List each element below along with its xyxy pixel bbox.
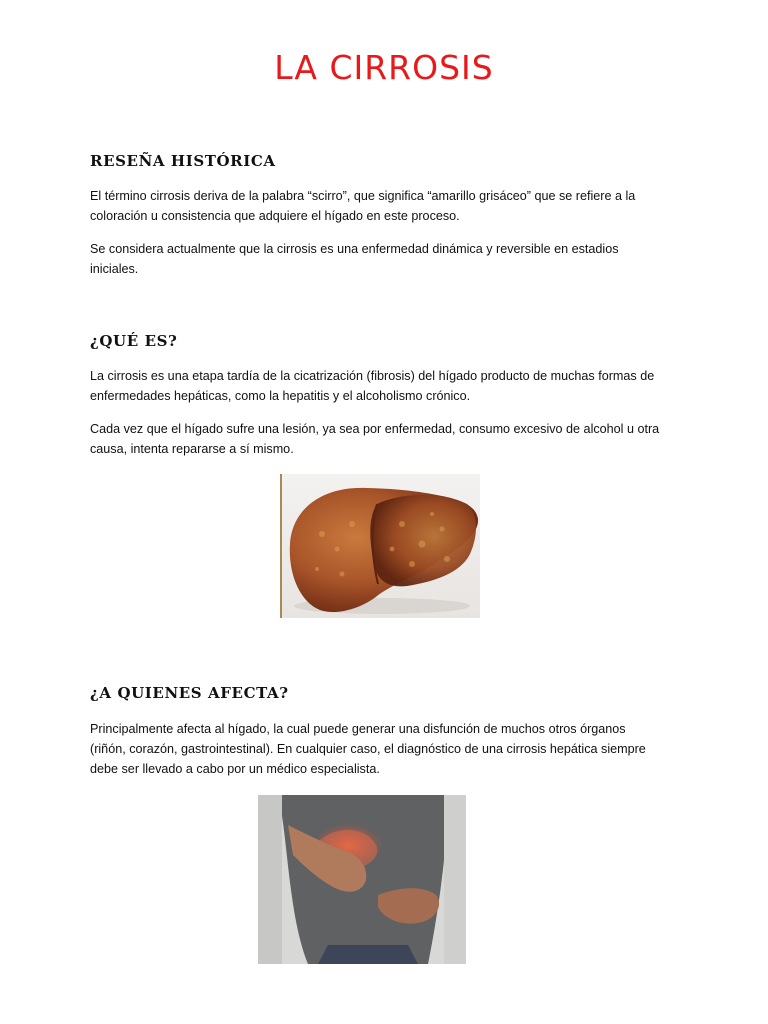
- section-paragraph: Principalmente afecta al hígado, la cual puede generar una disfunción de muchos otros órganos (riñón, corazón, gastrointestinal). En cualquier caso, el diagnóstico de una cirrosis hepática siempre debe ser llevado a cabo por un médico especialista.: [90, 722, 646, 776]
- section-paragraph: Se considera actualmente que la cirrosis es una enfermedad dinámica y reversible en estadios iniciales.: [90, 242, 619, 276]
- section-heading-resena: RESEÑA HISTÓRICA: [90, 152, 276, 170]
- abdominal-pain-image: [258, 795, 466, 964]
- liver-image: [280, 474, 480, 618]
- section-heading-que-es: ¿QUÉ ES?: [90, 332, 178, 350]
- person-illustration: [258, 795, 466, 964]
- section-paragraph: El término cirrosis deriva de la palabra “scirro”, que significa “amarillo grisáceo” que se refiere a la coloración u consistencia que adquiere el hígado en este proceso.: [90, 189, 636, 223]
- page-title: LA CIRROSIS: [274, 48, 494, 87]
- section-paragraph: La cirrosis es una etapa tardía de la cicatrización (fibrosis) del hígado producto de muchas formas de enfermedades hepáticas, como la hepatitis y el alcoholismo crónico.: [90, 369, 655, 403]
- liver-illustration: [282, 474, 480, 618]
- section-heading-a-quienes-afecta: ¿A QUIENES AFECTA?: [90, 684, 289, 702]
- section-paragraph: Cada vez que el hígado sufre una lesión, ya sea por enfermedad, consumo excesivo de alcohol u otra causa, intenta repararse a sí mismo.: [90, 422, 660, 456]
